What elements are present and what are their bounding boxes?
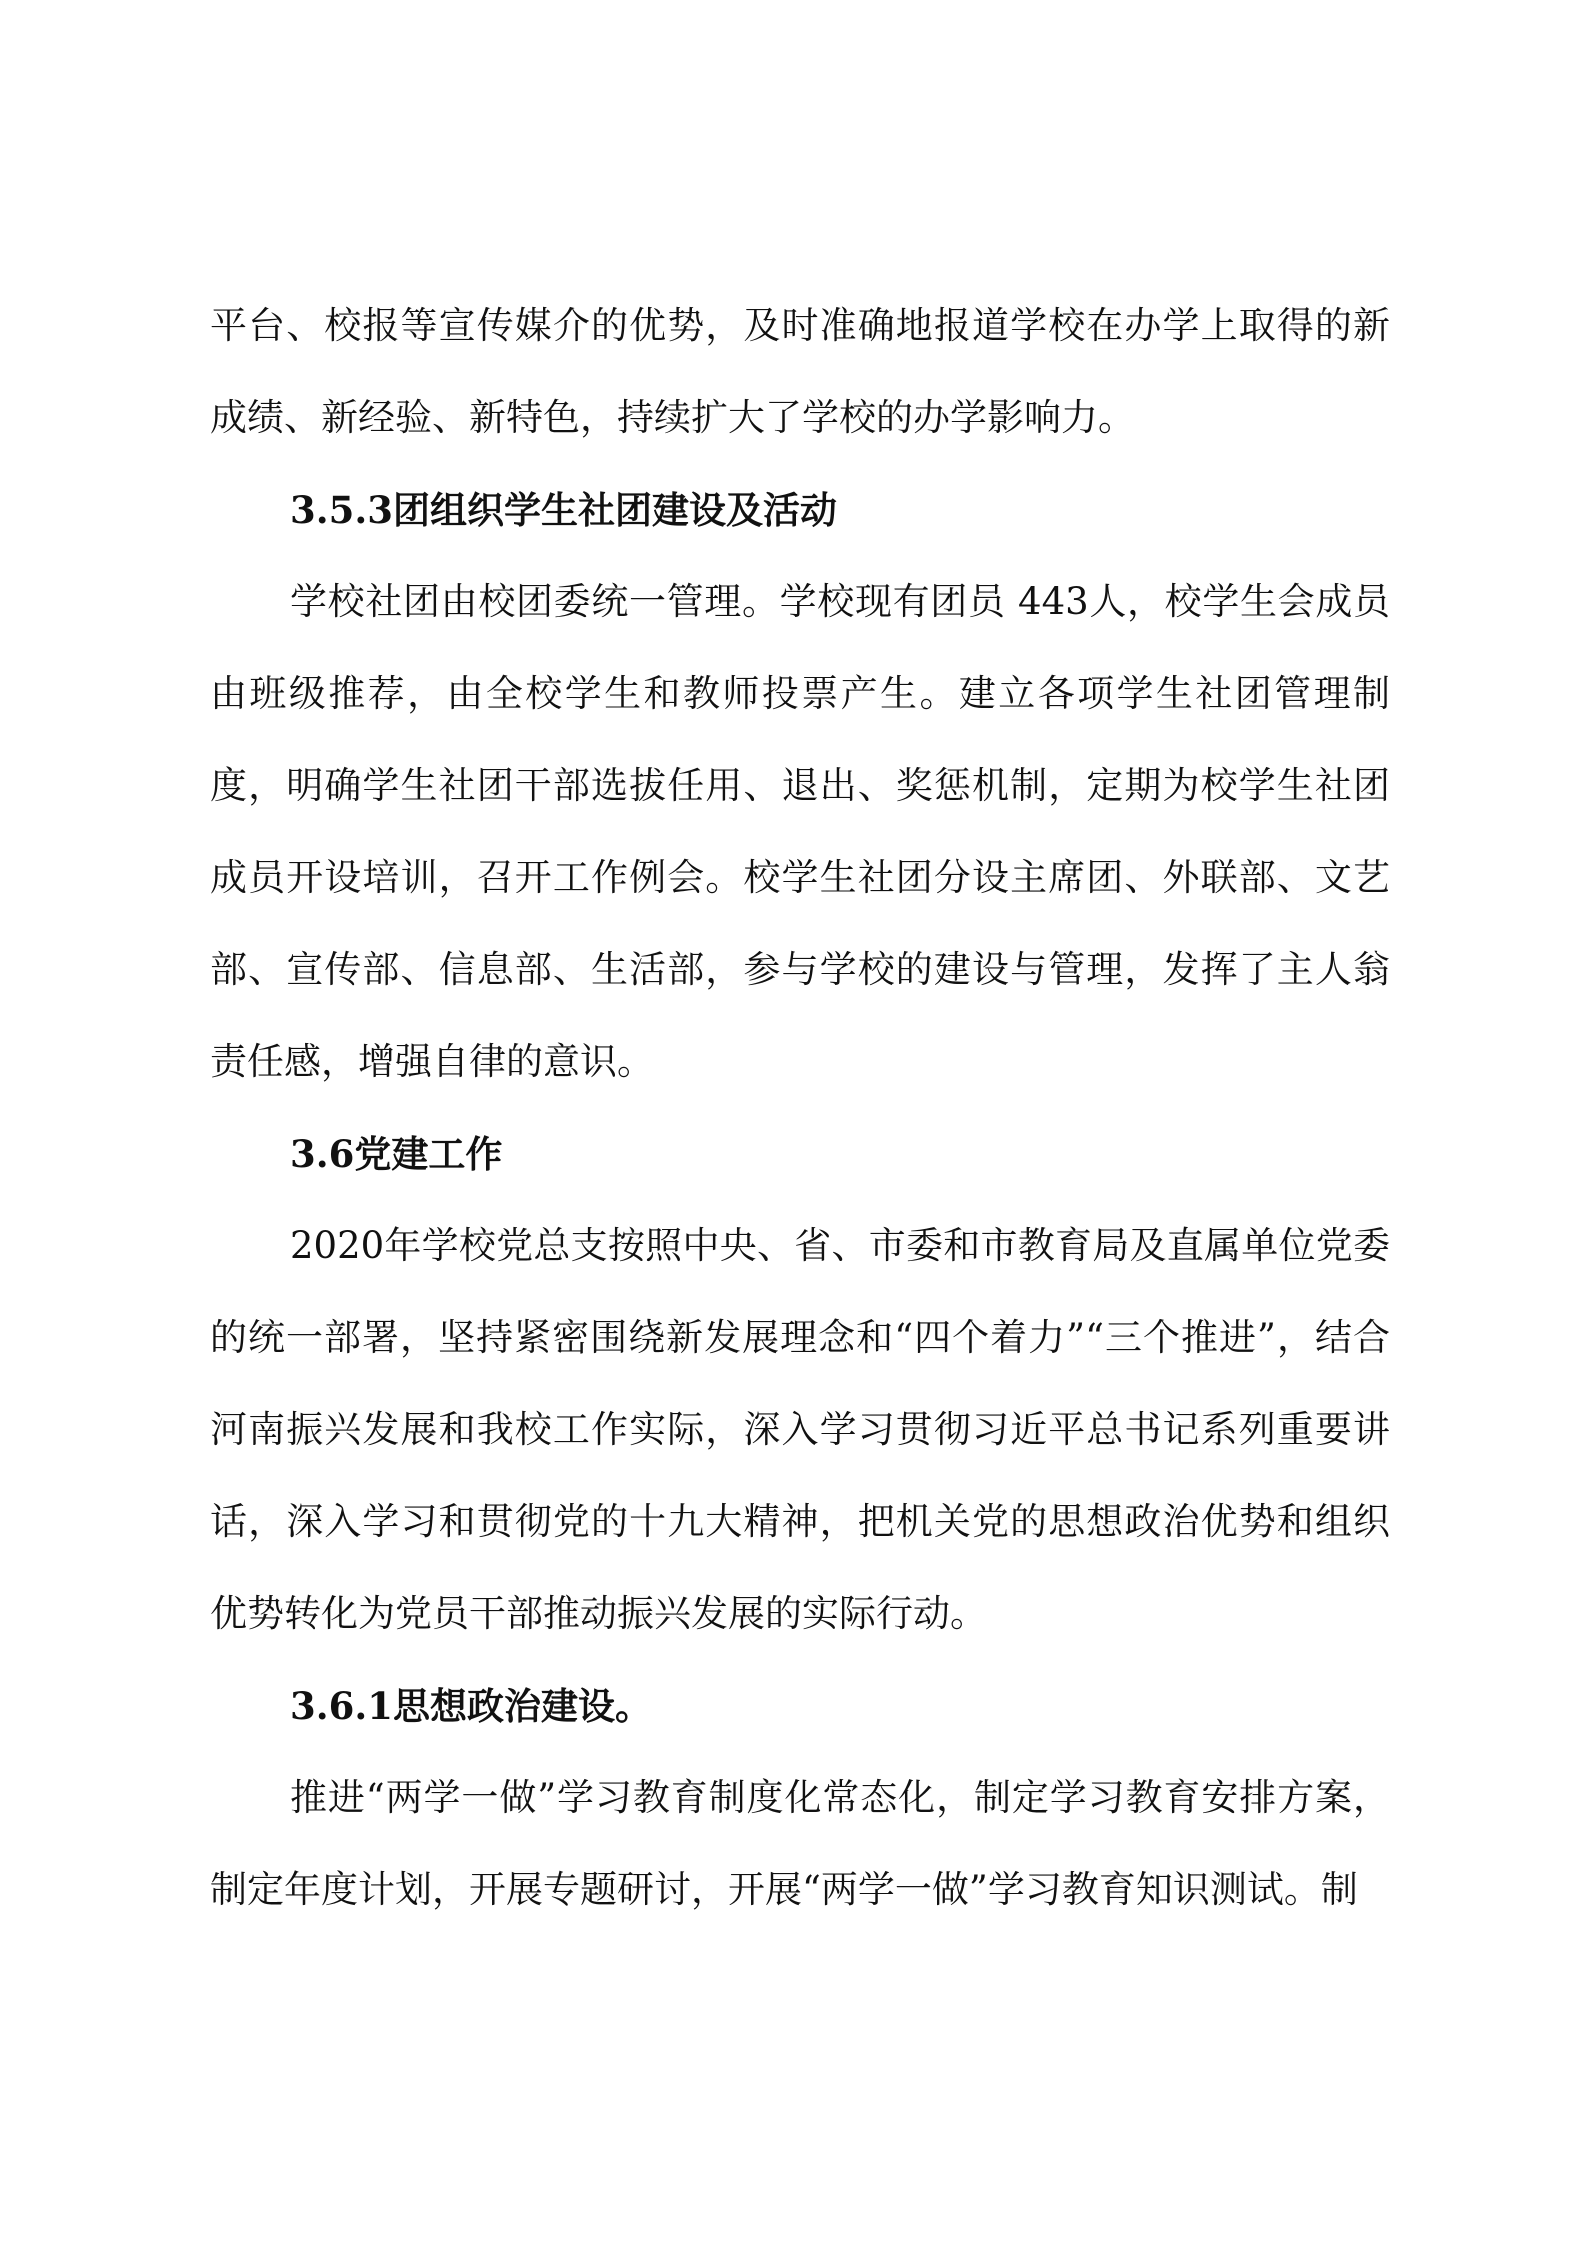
- paragraph-party-building: 2020年学校党总支按照中央、省、市委和市教育局及直属单位党委的统一部署，坚持紧密围绕新发展理念和“四个着力”“三个推进”，结合河南振兴发展和我校工作实际，深入学习贯彻习近平总书记系列重要讲话，深入学习和贯彻党的十九大精神，把机关党的思想政治优势和组织优势转化为党员干部推动振兴发展的实际行动。: [210, 1224, 1390, 1635]
- section-heading-3-6-1: 3.6.1思想政治建设。: [290, 1684, 652, 1728]
- paragraph-ideological-building: 推进“两学一做”学习教育制度化常态化，制定学习教育安排方案，制定年度计划，开展专题研讨，开展“两学一做”学习教育知识测试。制: [210, 1776, 1390, 1911]
- paragraph-student-clubs: 学校社团由校团委统一管理。学校现有团员 443人，校学生会成员由班级推荐，由全校学生和教师投票产生。建立各项学生社团管理制度，明确学生社团干部选拔任用、退出、奖惩机制，定期为校学生社团成员开设培训，召开工作例会。校学生社团分设主席团、外联部、文艺部、宣传部、信息部、生活部，参与学校的建设与管理，发挥了主人翁责任感，增强自律的意识。: [210, 580, 1390, 1083]
- section-heading-3-6: 3.6党建工作: [290, 1132, 503, 1176]
- document-page: [210, 280, 1390, 1936]
- paragraph-continuation: 平台、校报等宣传媒介的优势，及时准确地报道学校在办学上取得的新成绩、新经验、新特色，持续扩大了学校的办学影响力。: [210, 304, 1390, 439]
- section-heading-3-5-3: 3.5.3团组织学生社团建设及活动: [290, 488, 837, 532]
